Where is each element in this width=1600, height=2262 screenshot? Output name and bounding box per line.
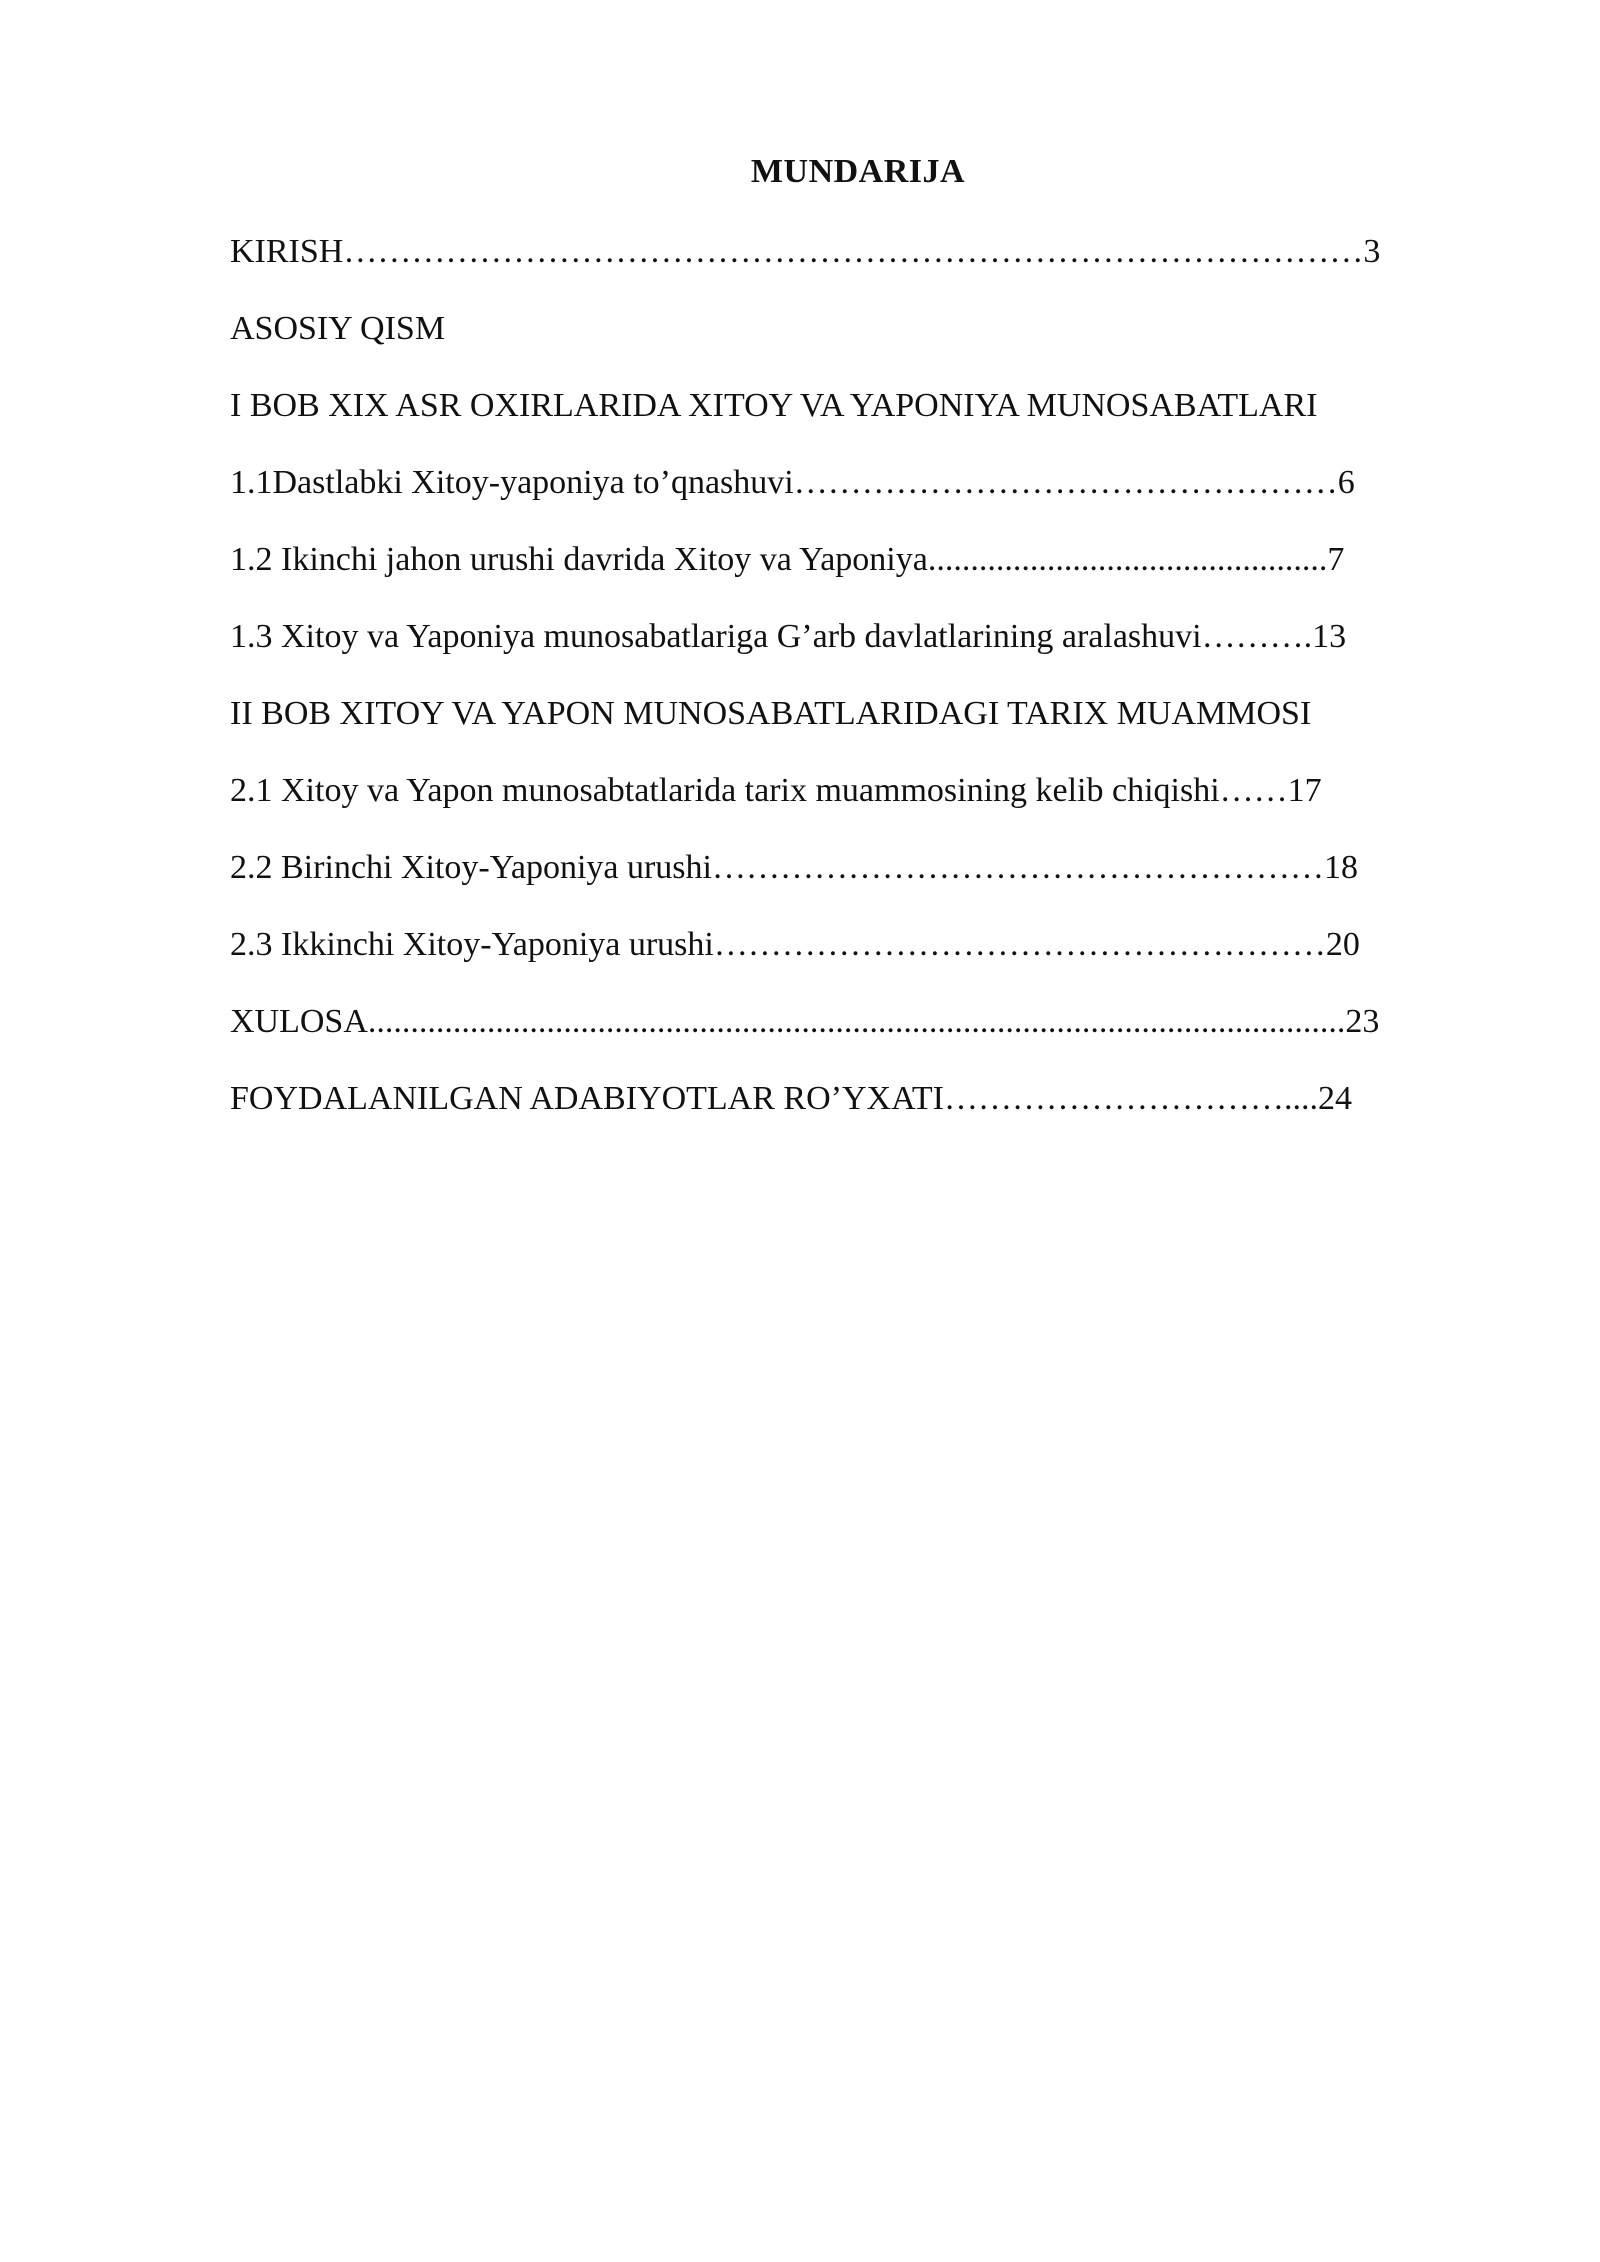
table-of-contents	[230, 230, 1530, 1154]
toc-entry-1-2: 1.2 Ikinchi jahon urushi davrida Xitoy va Yaponiya...............................................7	[230, 541, 1345, 578]
toc-heading-asosiy-qism: ASOSIY QISM	[230, 310, 446, 347]
toc-entry-xulosa: XULOSA...................................................................................................................23	[230, 1003, 1380, 1040]
toc-entry-1-1: 1.1Dastlabki Xitoy-yaponiya to’qnashuvi…………………………………………6	[230, 464, 1355, 501]
toc-entry-1-3: 1.3 Xitoy va Yaponiya munosabatlariga G’arb davlatlarining aralashuvi……….13	[230, 618, 1347, 655]
toc-entry-2-1: 2.1 Xitoy va Yapon munosabtatlarida tarix muammosining kelib chiqishi……17	[230, 772, 1322, 809]
toc-entry-2-2: 2.2 Birinchi Xitoy-Yaponiya urushi………………………………………………18	[230, 849, 1358, 886]
toc-entry-2-3: 2.3 Ikkinchi Xitoy-Yaponiya urushi………………………………………………20	[230, 926, 1360, 963]
toc-entry-adabiyotlar: FOYDALANILGAN ADABIYOTLAR RO’YXATI…………………………....24	[230, 1080, 1352, 1117]
toc-chapter-1: I BOB XIX ASR OXIRLARIDA XITOY VA YAPONIYA MUNOSABATLARI	[230, 387, 1318, 424]
toc-chapter-2: II BOB XITOY VA YAPON MUNOSABATLARIDAGI TARIX MUAMMOSI	[230, 695, 1312, 732]
page-title: MUNDARIJA	[750, 153, 966, 190]
toc-entry-kirish: KIRISH………………………………………………………………………………3	[230, 233, 1381, 270]
